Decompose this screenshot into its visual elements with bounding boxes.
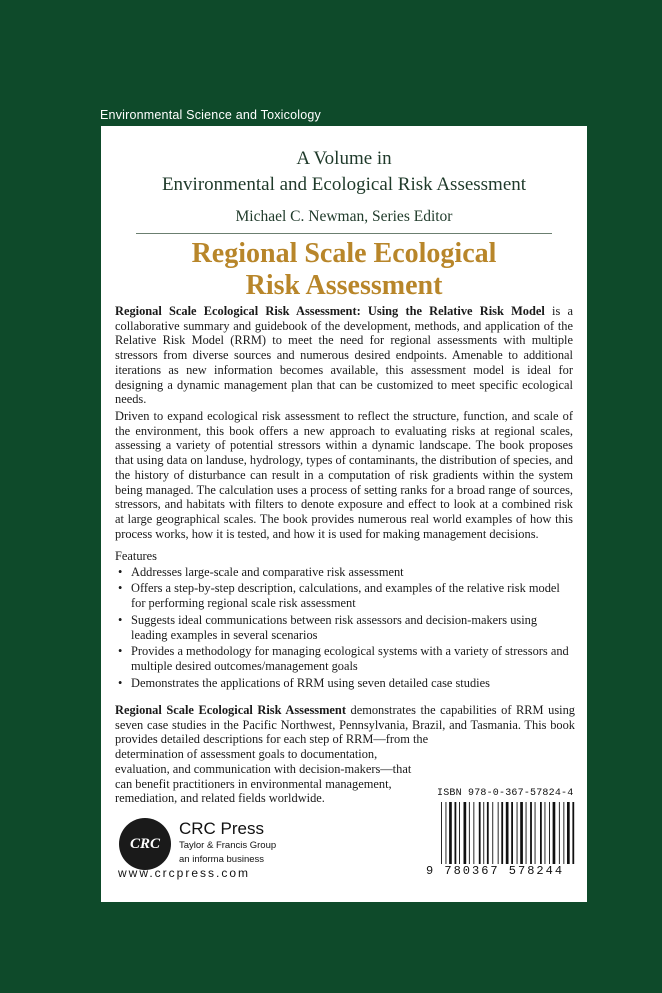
feature-item: • Provides a methodology for managing ecological systems with a variety of stressors and multiple desired outcomes/management goals [115, 644, 573, 673]
publisher-name: CRC Press [179, 819, 265, 838]
volume-line-1: A Volume in [296, 148, 392, 169]
barcode-bar [506, 802, 509, 864]
paragraph-3-text: demonstrates the capabilities of RRM using seven case studies in the Pacific Northwest, Pennsylvania, Brazil, and Tasmania. This book provides detailed descriptions for each step of RRM—from the [115, 703, 575, 747]
publisher-group: Taylor & Francis Group [179, 840, 277, 851]
logo-text: CRC [129, 835, 160, 852]
series-label: Environmental Science and Toxicology [100, 108, 321, 122]
barcode-bar [483, 802, 484, 864]
volume-series-name: Environmental and Ecological Risk Assessment [161, 174, 527, 195]
isbn-label: ISBN 978-0-367-57824-4 [437, 788, 574, 799]
description-paragraph-1 [115, 304, 573, 407]
features-heading: Features [115, 549, 157, 563]
barcode-bar [473, 802, 474, 864]
barcode-bar [469, 802, 470, 864]
barcode-bar [530, 802, 532, 864]
feature-item: • Offers a step-by-step description, calculations, and examples of the relative risk model for performing regional scale risk assessment [115, 581, 573, 610]
paragraph-1-bold: Regional Scale Ecological Risk Assessment: Using the Relative Risk Model [115, 304, 545, 318]
barcode-bar [572, 802, 574, 864]
barcode-bar [520, 802, 523, 864]
description-paragraph-2: Driven to expand ecological risk assessment to reflect the structure, function, and scale of the environment, this book offers a new approach to evaluating risks at regional scales, assessing a variety of potential stressors within a dynamic landscape. The book proposes that using data on landuse, hydrology, types of contaminants, the distribution of species, and the history of disturbance can result in a computation of risk gradients within the system being managed. The calculation uses a process of setting ranks for a broad range of sources, stressors, and habitats with filters to denote exposure and effect to look at a combined risk at large geographical scales. The book provides numerous real world examples of how this process works, how it is tested, and how it is used for making management decisions. [115, 409, 573, 541]
barcode-bar [549, 802, 550, 864]
publisher-business: an informa business [179, 854, 265, 865]
paragraph-1-text: is a collaborative summary and guidebook of the development, methods, and application of the Relative Risk Model (RRM) to meet the need for regional assessments with multiple stressors from diverse sources and numerous desired endpoints. Amenable to additional iterations as new information becomes available, this assessment model is ideal for designing a dynamic management plan that can be customized to meet specific ecological needs. [115, 304, 573, 407]
series-editor: Michael C. Newman, Series Editor [235, 208, 453, 225]
barcode-bar [441, 802, 442, 864]
features-list [115, 565, 573, 691]
feature-item: • Suggests ideal communications between risk assessors and decision-makers using leading examples in several scenarios [115, 613, 573, 642]
book-title [101, 238, 587, 302]
barcode-number: 9 780367 578244 [426, 864, 565, 878]
barcode-bar [449, 802, 452, 864]
barcode-bar [535, 802, 536, 864]
barcode-bar [479, 802, 481, 864]
barcode-bar [526, 802, 527, 864]
paragraph-3-narrow: determination of assessment goals to documentation, evaluation, and communication with decision-makers—that can benefit practitioners in environmental management, remediation, and related fields worldwide. [115, 747, 412, 806]
barcode-bar [501, 802, 503, 864]
divider [136, 233, 552, 234]
barcode-bar [459, 802, 460, 864]
barcode-bar [517, 802, 518, 864]
paragraph-3-bold: Regional Scale Ecological Risk Assessment [115, 703, 346, 717]
crc-logo-icon [119, 818, 171, 870]
barcode-bar [545, 802, 546, 864]
barcode-bar [553, 802, 556, 864]
barcode-bar [559, 802, 560, 864]
barcode-bar [455, 802, 457, 864]
feature-item: • Demonstrates the applications of RRM using seven detailed case studies [115, 676, 573, 691]
barcode-bar [492, 802, 493, 864]
features-section [115, 549, 573, 692]
title-line-2: Risk Assessment [245, 270, 443, 301]
title-line-1: Regional Scale Ecological [191, 238, 497, 269]
barcode-bar [446, 802, 447, 864]
barcode-bar [567, 802, 570, 864]
barcode-bar [498, 802, 499, 864]
publisher-website: www.crcpress.com [118, 866, 251, 880]
feature-item: • Addresses large-scale and comparative risk assessment [115, 565, 573, 580]
barcode-bar [487, 802, 489, 864]
barcode-bar [464, 802, 467, 864]
barcode-bar [511, 802, 513, 864]
barcode-bar [540, 802, 542, 864]
back-cover-panel [101, 126, 587, 902]
barcode-bar [563, 802, 564, 864]
